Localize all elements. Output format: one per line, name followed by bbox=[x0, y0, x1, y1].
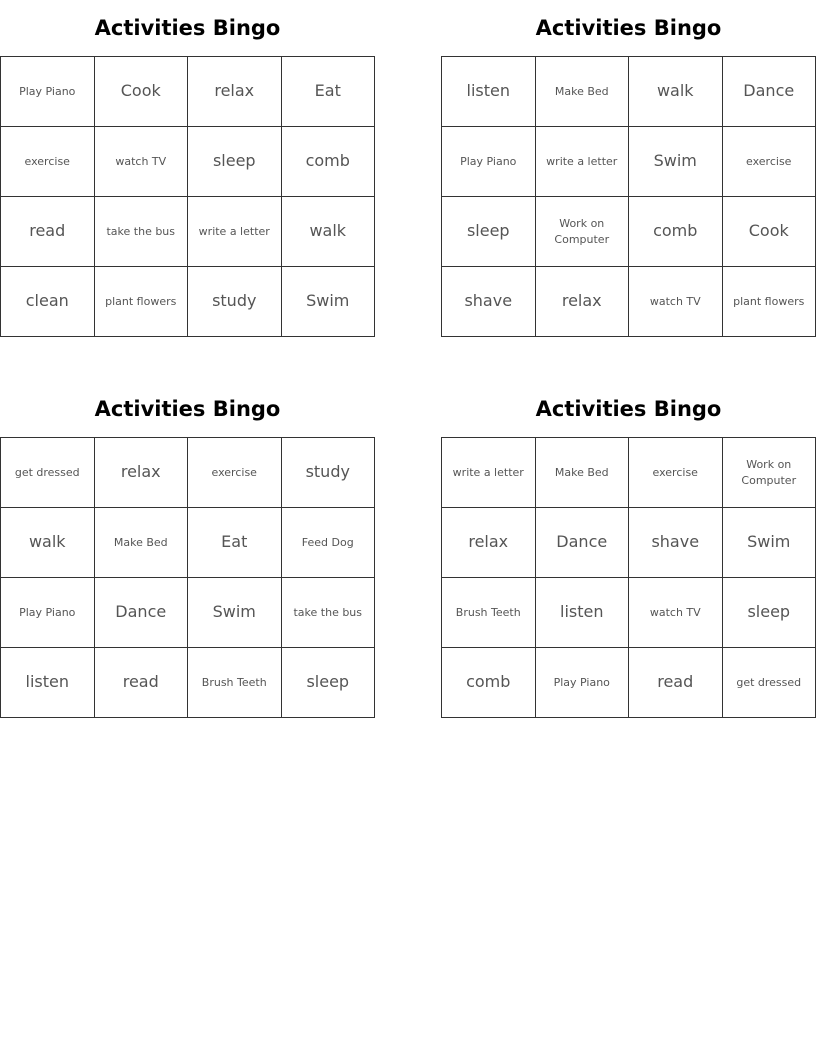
bingo-cell: listen bbox=[536, 578, 630, 648]
bingo-cell: watch TV bbox=[629, 578, 723, 648]
bingo-card-2 bbox=[441, 0, 816, 337]
bingo-cell: Cook bbox=[95, 57, 189, 127]
bingo-cell: Make Bed bbox=[536, 438, 630, 508]
bingo-cell: walk bbox=[282, 197, 376, 267]
bingo-cell: watch TV bbox=[95, 127, 189, 197]
card-title: Activities Bingo bbox=[535, 397, 722, 421]
bingo-cell: relax bbox=[536, 267, 630, 337]
bingo-cell: Brush Teeth bbox=[188, 648, 282, 718]
bingo-card-1 bbox=[0, 0, 375, 337]
bingo-cell: watch TV bbox=[629, 267, 723, 337]
bingo-cell: clean bbox=[1, 267, 95, 337]
bingo-cell: read bbox=[95, 648, 189, 718]
bingo-cell: walk bbox=[1, 508, 95, 578]
bingo-cell: read bbox=[1, 197, 95, 267]
bingo-cell: Feed Dog bbox=[282, 508, 376, 578]
bingo-cell: Play Piano bbox=[1, 57, 95, 127]
bingo-cell: exercise bbox=[188, 438, 282, 508]
bingo-cell: study bbox=[282, 438, 376, 508]
bingo-cell: Dance bbox=[723, 57, 816, 127]
bingo-cell: relax bbox=[95, 438, 189, 508]
card-title: Activities Bingo bbox=[94, 397, 281, 421]
bingo-cell: Work on Computer bbox=[723, 438, 816, 508]
bingo-cell: listen bbox=[442, 57, 536, 127]
bingo-grid bbox=[441, 437, 816, 718]
card-title: Activities Bingo bbox=[94, 16, 281, 40]
bingo-cell: Swim bbox=[723, 508, 816, 578]
bingo-cell: Cook bbox=[723, 197, 816, 267]
bingo-cell: Swim bbox=[282, 267, 376, 337]
bingo-cell: get dressed bbox=[1, 438, 95, 508]
bingo-cell: Swim bbox=[629, 127, 723, 197]
bingo-grid bbox=[0, 56, 375, 337]
bingo-cell: exercise bbox=[629, 438, 723, 508]
bingo-cell: Brush Teeth bbox=[442, 578, 536, 648]
bingo-cell: comb bbox=[282, 127, 376, 197]
bingo-cell: relax bbox=[442, 508, 536, 578]
bingo-cell: sleep bbox=[188, 127, 282, 197]
bingo-cell: plant flowers bbox=[723, 267, 816, 337]
bingo-cell: get dressed bbox=[723, 648, 816, 718]
bingo-cell: relax bbox=[188, 57, 282, 127]
bingo-cell: Eat bbox=[282, 57, 376, 127]
bingo-cell: Dance bbox=[95, 578, 189, 648]
bingo-cell: study bbox=[188, 267, 282, 337]
bingo-cell: write a letter bbox=[536, 127, 630, 197]
bingo-cell: shave bbox=[629, 508, 723, 578]
bingo-cell: comb bbox=[442, 648, 536, 718]
bingo-cell: write a letter bbox=[188, 197, 282, 267]
bingo-cell: comb bbox=[629, 197, 723, 267]
bingo-cell: plant flowers bbox=[95, 267, 189, 337]
bingo-cell: Dance bbox=[536, 508, 630, 578]
bingo-cell: sleep bbox=[442, 197, 536, 267]
bingo-cell: write a letter bbox=[442, 438, 536, 508]
bingo-cell: shave bbox=[442, 267, 536, 337]
bingo-card-3 bbox=[0, 381, 375, 718]
bingo-cell: Swim bbox=[188, 578, 282, 648]
bingo-cell: listen bbox=[1, 648, 95, 718]
bingo-cell: Eat bbox=[188, 508, 282, 578]
bingo-cell: Make Bed bbox=[95, 508, 189, 578]
bingo-cell: Work on Computer bbox=[536, 197, 630, 267]
bingo-cell: exercise bbox=[723, 127, 816, 197]
bingo-cell: walk bbox=[629, 57, 723, 127]
bingo-cell: Make Bed bbox=[536, 57, 630, 127]
bingo-cell: Play Piano bbox=[1, 578, 95, 648]
bingo-cell: Play Piano bbox=[536, 648, 630, 718]
bingo-cell: sleep bbox=[282, 648, 376, 718]
card-title: Activities Bingo bbox=[535, 16, 722, 40]
bingo-grid bbox=[441, 56, 816, 337]
bingo-cell: read bbox=[629, 648, 723, 718]
bingo-card-4 bbox=[441, 381, 816, 718]
bingo-cell: exercise bbox=[1, 127, 95, 197]
bingo-cell: take the bus bbox=[282, 578, 376, 648]
bingo-cell: sleep bbox=[723, 578, 816, 648]
bingo-cell: take the bus bbox=[95, 197, 189, 267]
bingo-cell: Play Piano bbox=[442, 127, 536, 197]
bingo-grid bbox=[0, 437, 375, 718]
